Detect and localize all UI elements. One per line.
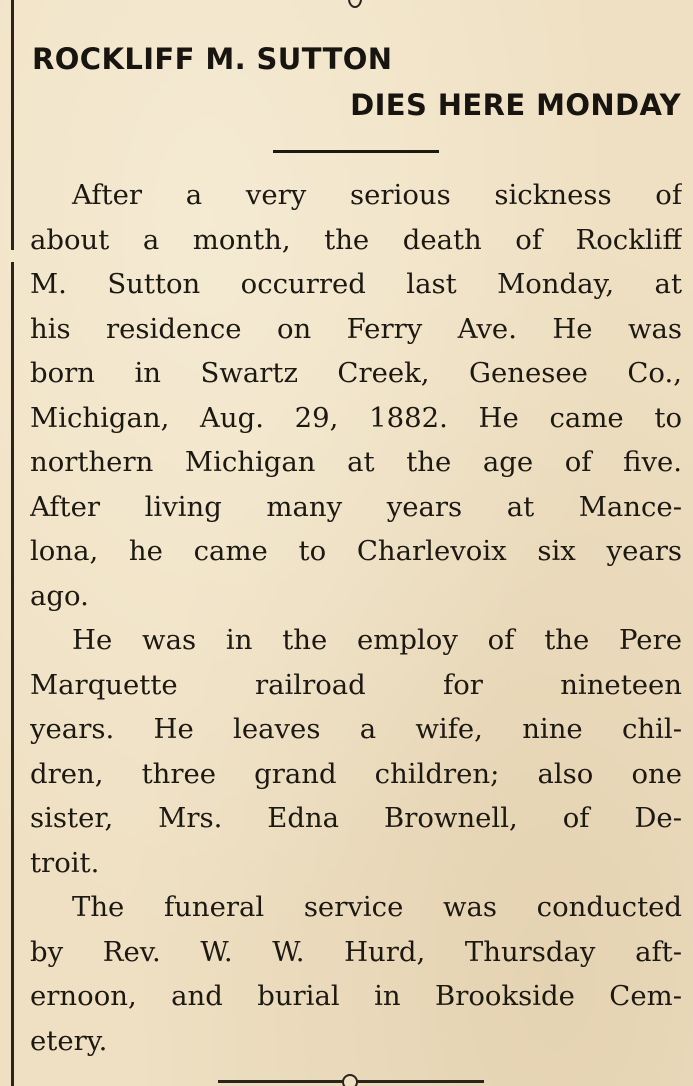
article-line: ago. (30, 579, 89, 612)
column-rule (11, 262, 14, 1086)
headline-line-2: DIES HERE MONDAY (350, 88, 681, 122)
article-body (30, 173, 682, 1063)
article-line: his residence on Ferry Ave. He was (30, 312, 682, 345)
article-line: Marquette railroad for nineteen (30, 668, 682, 701)
column-rule (11, 0, 14, 250)
article-line: He was in the employ of the Pere (72, 624, 682, 656)
headline-divider (273, 150, 439, 153)
article-line: sister, Mrs. Edna Brownell, of De- (30, 802, 682, 834)
article-line: After living many years at Mance- (30, 490, 682, 523)
article-line: by Rev. W. W. Hurd, Thursday aft- (30, 935, 682, 968)
article-line: M. Sutton occurred last Monday, at (30, 268, 682, 300)
article-line: The funeral service was conducted (72, 891, 682, 923)
article-line: northern Michigan at the age of five. (30, 446, 682, 478)
headline-line-1: ROCKLIFF M. SUTTON (32, 42, 393, 76)
article-line: troit. (30, 846, 100, 879)
ornament (348, 0, 362, 8)
article-line: dren, three grand children; also one (30, 757, 682, 790)
article-line: Michigan, Aug. 29, 1882. He came to (30, 401, 682, 434)
article-line: years. He leaves a wife, nine chil- (30, 713, 682, 745)
article-line: ernoon, and burial in Brookside Cem- (30, 980, 682, 1012)
ornament (342, 1074, 358, 1086)
article-line: After a very serious sickness of (72, 179, 682, 211)
article-line: lona, he came to Charlevoix six years (30, 535, 682, 567)
article-line: about a month, the death of Rockliff (30, 223, 682, 256)
article-line: born in Swartz Creek, Genesee Co., (30, 357, 682, 389)
article-line: etery. (30, 1024, 108, 1057)
